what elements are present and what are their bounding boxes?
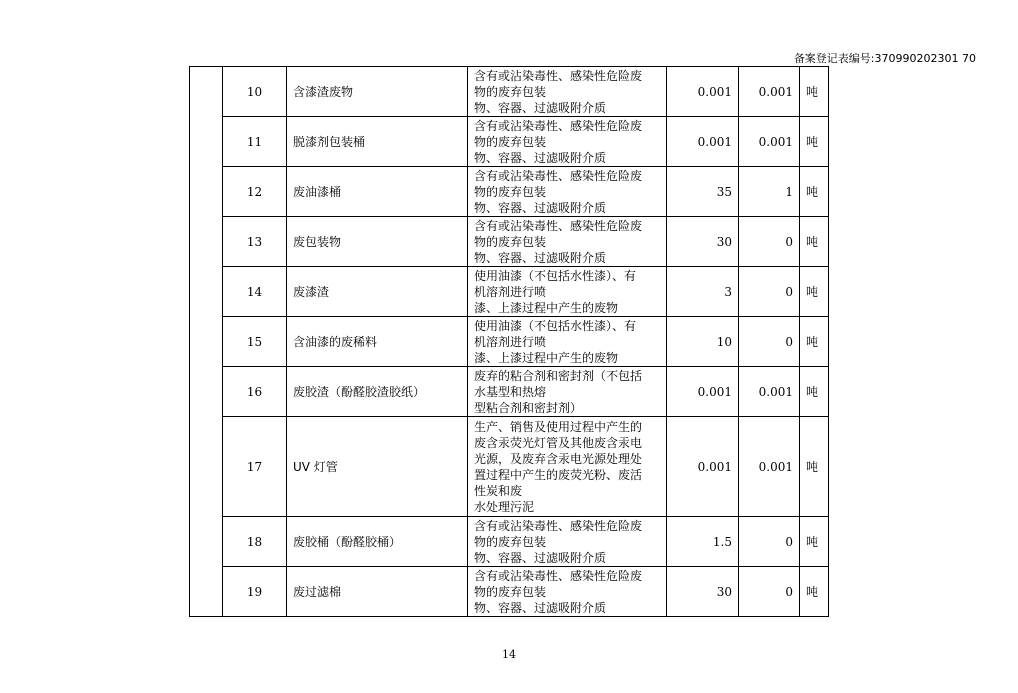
waste-name: 脱漆剂包装桶 [287, 117, 468, 167]
row-number: 13 [223, 217, 287, 267]
table-row [190, 167, 829, 217]
description-line: 物、容器、过滤吸附介质 [474, 150, 607, 165]
table-row [190, 67, 829, 117]
description-line: 光源，及废弃含汞电光源处理处 [474, 451, 643, 466]
row-number: 16 [223, 367, 287, 417]
waste-name: 废油漆桶 [287, 167, 468, 217]
row-number: 15 [223, 317, 287, 367]
waste-name: 废包装物 [287, 217, 468, 267]
description-line: 物的废弃包装 [474, 534, 547, 549]
record-code: 备案登记表编号:370990202301 70 [793, 52, 976, 65]
unit: 吨 [800, 317, 829, 367]
description-line: 物的废弃包装 [474, 584, 547, 599]
description-line: 机溶剂进行喷 [474, 334, 547, 349]
description-line: 漆、上漆过程中产生的废物 [474, 350, 619, 365]
unit: 吨 [800, 217, 829, 267]
waste-name: 废胶桶（酚醛胶桶） [287, 517, 468, 567]
amount-stored: 0 [739, 517, 800, 567]
waste-name: UV 灯管 [287, 417, 468, 517]
description-line: 物、容器、过滤吸附介质 [474, 250, 607, 265]
description-line: 含有或沾染毒性、感染性危险废 [474, 218, 643, 233]
amount-produced: 30 [667, 567, 739, 617]
amount-stored: 1 [739, 167, 800, 217]
amount-produced: 0.001 [667, 67, 739, 117]
waste-name: 废过滤棉 [287, 567, 468, 617]
amount-produced: 0.001 [667, 417, 739, 517]
row-number: 14 [223, 267, 287, 317]
amount-stored: 0.001 [739, 67, 800, 117]
table-row [190, 517, 829, 567]
waste-name: 含漆渣废物 [287, 67, 468, 117]
unit: 吨 [800, 517, 829, 567]
description-line: 生产、销售及使用过程中产生的 [474, 419, 643, 434]
table-row [190, 567, 829, 617]
page-number: 14 [502, 648, 516, 661]
description-line: 含有或沾染毒性、感染性危险废 [474, 168, 643, 183]
waste-name: 废胶渣（酚醛胶渣胶纸） [287, 367, 468, 417]
description-line: 废弃的粘合剂和密封剂（不包括 [474, 368, 643, 383]
row-number: 10 [223, 67, 287, 117]
amount-produced: 30 [667, 217, 739, 267]
amount-produced: 3 [667, 267, 739, 317]
row-number: 11 [223, 117, 287, 167]
waste-description [468, 117, 667, 167]
description-line: 水基型和热熔 [474, 384, 547, 399]
description-line: 物的废弃包装 [474, 234, 547, 249]
table-row [190, 367, 829, 417]
table-row [190, 117, 829, 167]
description-line: 含有或沾染毒性、感染性危险废 [474, 518, 643, 533]
amount-stored: 0.001 [739, 117, 800, 167]
amount-produced: 0.001 [667, 367, 739, 417]
unit: 吨 [800, 417, 829, 517]
description-line: 物的废弃包装 [474, 184, 547, 199]
amount-produced: 0.001 [667, 117, 739, 167]
description-line: 使用油漆（不包括水性漆）、有 [474, 268, 637, 283]
row-number: 19 [223, 567, 287, 617]
waste-description [468, 167, 667, 217]
description-line: 物的废弃包装 [474, 84, 547, 99]
description-line: 机溶剂进行喷 [474, 284, 547, 299]
waste-description [468, 517, 667, 567]
waste-description [468, 67, 667, 117]
description-line: 水处理污泥 [474, 499, 535, 514]
description-line: 物的废弃包装 [474, 134, 547, 149]
amount-stored: 0 [739, 217, 800, 267]
unit: 吨 [800, 367, 829, 417]
description-line: 漆、上漆过程中产生的废物 [474, 300, 619, 315]
table-row [190, 417, 829, 517]
description-line: 含有或沾染毒性、感染性危险废 [474, 118, 643, 133]
description-line: 物、容器、过滤吸附介质 [474, 600, 607, 615]
description-line: 性炭和废 [474, 483, 523, 498]
description-line: 含有或沾染毒性、感染性危险废 [474, 568, 643, 583]
table-row [190, 217, 829, 267]
table-row [190, 267, 829, 317]
unit: 吨 [800, 567, 829, 617]
unit: 吨 [800, 117, 829, 167]
row-number: 12 [223, 167, 287, 217]
unit: 吨 [800, 267, 829, 317]
description-line: 型粘合剂和密封剂） [474, 400, 583, 415]
waste-description [468, 367, 667, 417]
description-line: 含有或沾染毒性、感染性危险废 [474, 68, 643, 83]
amount-produced: 1.5 [667, 517, 739, 567]
waste-name: 含油漆的废稀料 [287, 317, 468, 367]
amount-stored: 0.001 [739, 417, 800, 517]
waste-description [468, 317, 667, 367]
unit: 吨 [800, 167, 829, 217]
amount-stored: 0 [739, 567, 800, 617]
waste-description [468, 267, 667, 317]
description-line: 物、容器、过滤吸附介质 [474, 200, 607, 215]
row-number: 18 [223, 517, 287, 567]
unit: 吨 [800, 67, 829, 117]
description-line: 使用油漆（不包括水性漆）、有 [474, 318, 637, 333]
waste-description [468, 217, 667, 267]
waste-description [468, 567, 667, 617]
waste-name: 废漆渣 [287, 267, 468, 317]
amount-stored: 0 [739, 317, 800, 367]
waste-description [468, 417, 667, 517]
table-row [190, 317, 829, 367]
amount-produced: 10 [667, 317, 739, 367]
description-line: 物、容器、过滤吸附介质 [474, 550, 607, 565]
row-number: 17 [223, 417, 287, 517]
amount-produced: 35 [667, 167, 739, 217]
description-line: 置过程中产生的废荧光粉、废活 [474, 467, 643, 482]
amount-stored: 0 [739, 267, 800, 317]
hazardous-waste-table [189, 66, 829, 617]
description-line: 废含汞荧光灯管及其他废含汞电 [474, 435, 643, 450]
category-cell [190, 67, 223, 617]
amount-stored: 0.001 [739, 367, 800, 417]
description-line: 物、容器、过滤吸附介质 [474, 100, 607, 115]
